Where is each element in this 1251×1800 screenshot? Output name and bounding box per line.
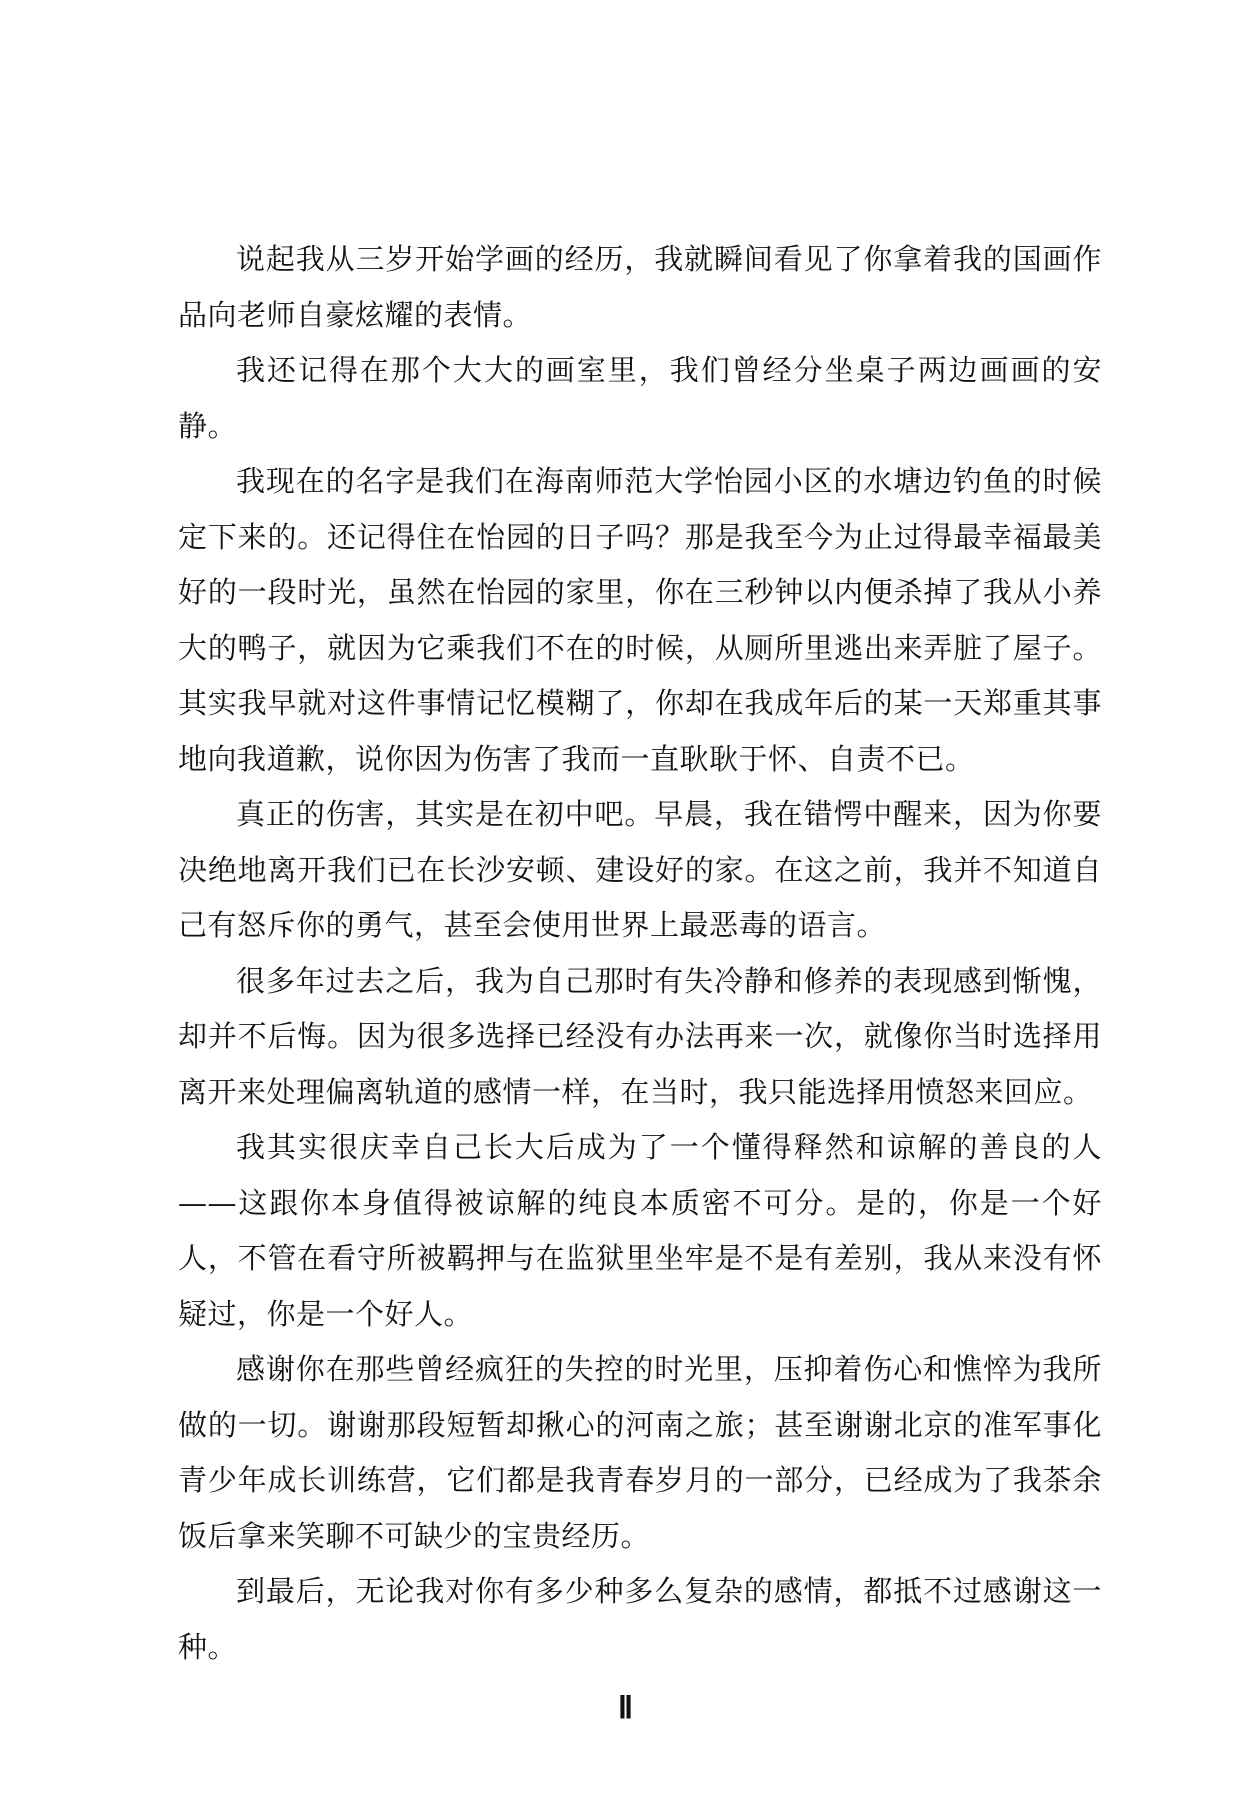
paragraph: 很多年过去之后，我为自己那时有失冷静和修养的表现感到惭愧，却并不后悔。因为很多选择已经没有办法再来一次，就像你当时选择用离开来处理偏离轨道的感情一样，在当时，我只能选择用愤怒来回应。	[178, 963, 1102, 1109]
paragraph: 到最后，无论我对你有多少种多么复杂的感情，都抵不过感谢这一种。	[178, 1574, 1102, 1664]
paragraph: 我其实很庆幸自己长大后成为了一个懂得释然和谅解的善良的人——这跟你本身值得被谅解的纯良本质密不可分。是的，你是一个好人，不管在看守所被羁押与在监狱里坐牢是不是有差别，我从来没有怀疑过，你是一个好人。	[178, 1130, 1102, 1331]
page-number: Ⅱ	[617, 1690, 634, 1725]
paragraph: 真正的伤害，其实是在初中吧。早晨，我在错愕中醒来，因为你要决绝地离开我们已在长沙安顿、建设好的家。在这之前，我并不知道自己有怒斥你的勇气，甚至会使用世界上最恶毒的语言。	[178, 797, 1102, 942]
paragraph: 我现在的名字是我们在海南师范大学怡园小区的水塘边钓鱼的时候定下来的。还记得住在怡园的日子吗？那是我至今为止过得最幸福最美好的一段时光，虽然在怡园的家里，你在三秒钟以内便杀掉了我从小养大的鸭子，就因为它乘我们不在的时候，从厕所里逃出来弄脏了屋子。其实我早就对这件事情记忆模糊了，你却在我成年后的某一天郑重其事地向我道歉，说你因为伤害了我而一直耿耿于怀、自责不已。	[178, 464, 1102, 776]
paragraph: 我还记得在那个大大的画室里，我们曾经分坐桌子两边画画的安静。	[178, 353, 1102, 443]
paragraph: 感谢你在那些曾经疯狂的失控的时光里，压抑着伤心和憔悴为我所做的一切。谢谢那段短暂却揪心的河南之旅；甚至谢谢北京的准军事化青少年成长训练营，它们都是我青春岁月的一部分，已经成为了我茶余饭后拿来笑聊不可缺少的宝贵经历。	[178, 1352, 1102, 1553]
body-text	[178, 232, 1102, 1675]
paragraph: 说起我从三岁开始学画的经历，我就瞬间看见了你拿着我的国画作品向老师自豪炫耀的表情。	[178, 242, 1102, 332]
